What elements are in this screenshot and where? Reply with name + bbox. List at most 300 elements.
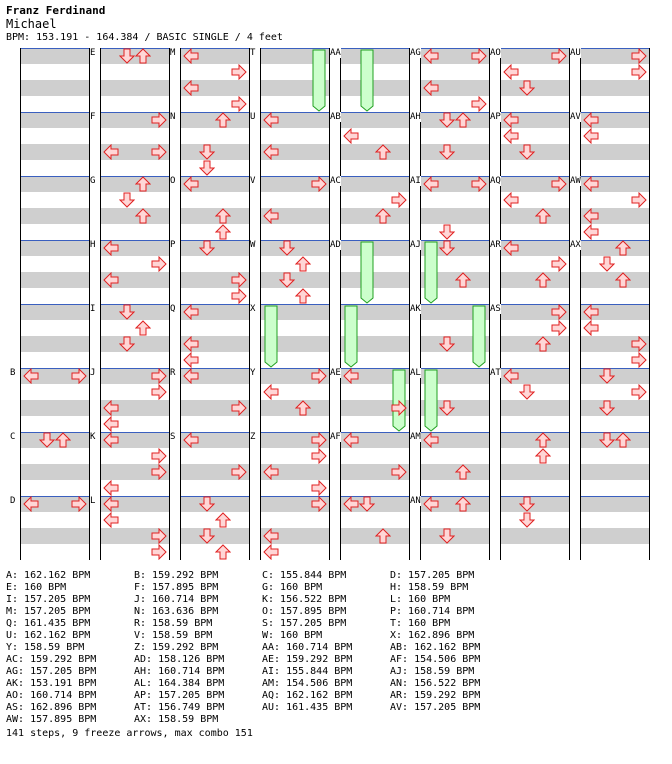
bpm-segment-label: AL <box>410 368 421 378</box>
freeze-arrow <box>311 48 327 112</box>
arrow-up-icon <box>375 144 391 160</box>
arrow-right-icon <box>231 400 247 416</box>
arrow-right-icon <box>551 320 567 336</box>
arrow-up-icon <box>615 272 631 288</box>
arrow-down-icon <box>439 224 455 240</box>
bpm-legend-entry: AM: 154.506 BPM <box>262 678 353 689</box>
arrow-down-icon <box>599 256 615 272</box>
arrow-down-icon <box>439 240 455 256</box>
bpm-segment-label: AJ <box>410 240 421 250</box>
bpm-segment-label: T <box>250 48 256 58</box>
bpm-legend-entry: AK: 153.191 BPM <box>6 678 97 689</box>
measure-line <box>101 304 169 305</box>
freeze-arrow <box>423 368 439 432</box>
beat-band <box>21 144 89 160</box>
bpm-legend-entry: R: 158.59 BPM <box>134 618 213 629</box>
beat-band <box>341 176 409 192</box>
bpm-segment-label: I <box>90 304 96 314</box>
beat-band <box>21 272 89 288</box>
bpm-segment-label: Y <box>250 368 256 378</box>
beat-band <box>21 464 89 480</box>
bpm-legend-entry: X: 162.896 BPM <box>390 630 475 641</box>
bpm-segment-label: AH <box>410 112 421 122</box>
bpm-legend-entry: Q: 161.435 BPM <box>6 618 91 629</box>
bpm-segment-label: AM <box>410 432 421 442</box>
measure-line <box>21 48 89 49</box>
beat-band <box>21 48 89 64</box>
arrow-down-icon <box>119 192 135 208</box>
arrow-left-icon <box>423 80 439 96</box>
freeze-arrow <box>359 48 375 112</box>
arrow-left-icon <box>103 144 119 160</box>
arrow-up-icon <box>215 544 231 560</box>
arrow-left-icon <box>583 320 599 336</box>
bpm-segment-label: AC <box>330 176 341 186</box>
measure <box>21 240 89 304</box>
measure <box>501 496 569 560</box>
arrow-down-icon <box>519 80 535 96</box>
bpm-legend-entry: E: 160 BPM <box>6 582 67 593</box>
beat-band <box>501 80 569 96</box>
arrow-right-icon <box>231 64 247 80</box>
arrow-right-icon <box>551 48 567 64</box>
arrow-down-icon <box>199 144 215 160</box>
arrow-left-icon <box>103 240 119 256</box>
arrow-right-icon <box>151 256 167 272</box>
arrow-left-icon <box>263 384 279 400</box>
beat-band <box>421 208 489 224</box>
freeze-arrow <box>263 304 279 368</box>
beat-band <box>181 496 249 512</box>
arrow-right-icon <box>231 288 247 304</box>
measure-line <box>21 176 89 177</box>
arrow-down-icon <box>599 432 615 448</box>
arrow-left-icon <box>583 304 599 320</box>
measure-line <box>21 304 89 305</box>
arrow-right-icon <box>231 96 247 112</box>
arrow-down-icon <box>519 384 535 400</box>
arrow-down-icon <box>119 304 135 320</box>
arrow-up-icon <box>375 528 391 544</box>
arrow-down-icon <box>439 144 455 160</box>
measure-line <box>21 240 89 241</box>
arrow-left-icon <box>583 176 599 192</box>
bpm-segment-label: X <box>250 304 256 314</box>
arrow-left-icon <box>23 368 39 384</box>
arrow-left-icon <box>103 432 119 448</box>
arrow-left-icon <box>343 496 359 512</box>
bpm-legend-entry: AO: 160.714 BPM <box>6 690 97 701</box>
bpm-legend-entry: AQ: 162.162 BPM <box>262 690 353 701</box>
arrow-right-icon <box>151 368 167 384</box>
bpm-legend-entry: F: 157.895 BPM <box>134 582 219 593</box>
arrow-right-icon <box>311 480 327 496</box>
arrow-right-icon <box>151 464 167 480</box>
measure <box>341 240 409 304</box>
arrow-up-icon <box>295 288 311 304</box>
arrow-right-icon <box>311 448 327 464</box>
beat-band <box>581 80 649 96</box>
arrow-up-icon <box>535 336 551 352</box>
arrow-left-icon <box>503 240 519 256</box>
measure-line <box>21 112 89 113</box>
beat-band <box>341 48 409 64</box>
arrow-right-icon <box>551 256 567 272</box>
bpm-legend-entry: AA: 160.714 BPM <box>262 642 353 653</box>
arrow-left-icon <box>103 272 119 288</box>
beat-band <box>581 144 649 160</box>
measure <box>21 48 89 112</box>
bpm-segment-label: AA <box>330 48 341 58</box>
arrow-down-icon <box>439 336 455 352</box>
chart-summary: 141 steps, 9 freeze arrows, max combo 151 <box>6 728 253 739</box>
arrow-left-icon <box>183 48 199 64</box>
bpm-legend-entry: T: 160 BPM <box>390 618 451 629</box>
arrow-down-icon <box>279 272 295 288</box>
arrow-right-icon <box>551 176 567 192</box>
arrow-up-icon <box>215 112 231 128</box>
beat-band <box>101 336 169 352</box>
measure <box>341 48 409 112</box>
freeze-arrow <box>343 304 359 368</box>
arrow-left-icon <box>343 432 359 448</box>
arrow-left-icon <box>503 112 519 128</box>
bpm-legend-entry: AC: 159.292 BPM <box>6 654 97 665</box>
arrow-right-icon <box>151 112 167 128</box>
bpm-segment-label: J <box>90 368 96 378</box>
measure <box>581 496 649 560</box>
measure-line <box>181 240 249 241</box>
bpm-legend-entry: L: 160 BPM <box>390 594 451 605</box>
bpm-legend-entry: AS: 162.896 BPM <box>6 702 97 713</box>
beat-band <box>21 528 89 544</box>
beat-band <box>341 272 409 288</box>
arrow-right-icon <box>391 400 407 416</box>
bpm-legend-entry: H: 158.59 BPM <box>390 582 469 593</box>
measure-line <box>341 176 409 177</box>
beat-band <box>101 80 169 96</box>
arrow-left-icon <box>583 128 599 144</box>
arrow-up-icon <box>615 240 631 256</box>
arrow-left-icon <box>103 480 119 496</box>
arrow-left-icon <box>503 64 519 80</box>
arrow-down-icon <box>519 512 535 528</box>
beat-band <box>581 464 649 480</box>
arrow-right-icon <box>631 336 647 352</box>
bpm-segment-label: AI <box>410 176 421 186</box>
beat-band <box>501 496 569 512</box>
arrow-up-icon <box>455 272 471 288</box>
arrow-left-icon <box>263 464 279 480</box>
bpm-legend-entry: B: 159.292 BPM <box>134 570 219 581</box>
bpm-segment-label: V <box>250 176 256 186</box>
bpm-segment-label: AT <box>490 368 501 378</box>
song-title: Michael <box>6 17 57 31</box>
bpm-legend-entry: AL: 164.384 BPM <box>134 678 225 689</box>
bpm-segment-label: C <box>10 432 16 442</box>
bpm-segment-label: F <box>90 112 96 122</box>
bpm-legend-entry: AG: 157.205 BPM <box>6 666 97 677</box>
chart-column <box>20 48 90 560</box>
measure <box>21 112 89 176</box>
beat-band <box>21 336 89 352</box>
bpm-legend-entry: D: 157.205 BPM <box>390 570 475 581</box>
arrow-right-icon <box>71 496 87 512</box>
arrow-right-icon <box>151 448 167 464</box>
bpm-legend-entry: AT: 156.749 BPM <box>134 702 225 713</box>
beat-band <box>501 528 569 544</box>
bpm-legend-entry: AI: 155.844 BPM <box>262 666 353 677</box>
arrow-up-icon <box>135 320 151 336</box>
bpm-segment-label: AV <box>570 112 581 122</box>
arrow-left-icon <box>423 176 439 192</box>
arrow-left-icon <box>183 304 199 320</box>
bpm-legend-entry: AV: 157.205 BPM <box>390 702 481 713</box>
beat-band <box>421 144 489 160</box>
bpm-segment-label: N <box>170 112 176 122</box>
arrow-left-icon <box>23 496 39 512</box>
arrow-right-icon <box>151 144 167 160</box>
bpm-segment-label: AE <box>330 368 341 378</box>
bpm-segment-label: AO <box>490 48 501 58</box>
arrow-right-icon <box>631 192 647 208</box>
arrow-right-icon <box>311 496 327 512</box>
arrow-up-icon <box>535 448 551 464</box>
bpm-segment-label: AN <box>410 496 421 506</box>
bpm-segment-label: K <box>90 432 96 442</box>
arrow-down-icon <box>199 528 215 544</box>
measure-line <box>581 368 649 369</box>
arrow-left-icon <box>183 432 199 448</box>
bpm-segment-label: AF <box>330 432 341 442</box>
arrow-right-icon <box>311 368 327 384</box>
bpm-legend-entry: AJ: 158.59 BPM <box>390 666 475 677</box>
beat-band <box>581 496 649 512</box>
freeze-arrow <box>471 304 487 368</box>
arrow-right-icon <box>231 464 247 480</box>
arrow-up-icon <box>375 208 391 224</box>
bpm-legend-entry: G: 160 BPM <box>262 582 323 593</box>
bpm-legend-entry: I: 157.205 BPM <box>6 594 91 605</box>
arrow-right-icon <box>151 528 167 544</box>
measure <box>21 176 89 240</box>
arrow-right-icon <box>471 48 487 64</box>
arrow-down-icon <box>599 400 615 416</box>
bpm-legend-entry: AE: 159.292 BPM <box>262 654 353 665</box>
bpm-legend-entry: AF: 154.506 BPM <box>390 654 481 665</box>
bpm-segment-label: AR <box>490 240 501 250</box>
beat-band <box>341 112 409 128</box>
arrow-left-icon <box>183 368 199 384</box>
arrow-right-icon <box>631 384 647 400</box>
arrow-right-icon <box>391 192 407 208</box>
beat-band <box>501 464 569 480</box>
bpm-segment-label: B <box>10 368 16 378</box>
arrow-up-icon <box>295 400 311 416</box>
arrow-down-icon <box>39 432 55 448</box>
arrow-down-icon <box>279 240 295 256</box>
arrow-down-icon <box>119 336 135 352</box>
arrow-left-icon <box>503 192 519 208</box>
beat-band <box>581 368 649 384</box>
bpm-legend-entry: O: 157.895 BPM <box>262 606 347 617</box>
beat-band <box>21 400 89 416</box>
arrow-left-icon <box>423 496 439 512</box>
measure-line <box>181 496 249 497</box>
arrow-up-icon <box>455 496 471 512</box>
bpm-legend-entry: K: 156.522 BPM <box>262 594 347 605</box>
measure-line <box>501 496 569 497</box>
bpm-segment-label: AB <box>330 112 341 122</box>
freeze-arrow <box>423 240 439 304</box>
beat-band <box>581 528 649 544</box>
bpm-legend-entry: S: 157.205 BPM <box>262 618 347 629</box>
bpm-legend-entry: W: 160 BPM <box>262 630 323 641</box>
arrow-right-icon <box>151 544 167 560</box>
arrow-left-icon <box>103 496 119 512</box>
arrow-left-icon <box>503 128 519 144</box>
beat-band <box>341 80 409 96</box>
arrow-left-icon <box>263 144 279 160</box>
arrow-up-icon <box>295 256 311 272</box>
freeze-arrow <box>359 240 375 304</box>
arrow-down-icon <box>119 48 135 64</box>
bpm-segment-label: Z <box>250 432 256 442</box>
bpm-segment-label: AK <box>410 304 421 314</box>
arrow-right-icon <box>151 384 167 400</box>
beat-band <box>101 304 169 320</box>
arrow-left-icon <box>343 128 359 144</box>
bpm-segment-label: AX <box>570 240 581 250</box>
bpm-legend-entry: Y: 158.59 BPM <box>6 642 85 653</box>
beat-band <box>21 208 89 224</box>
arrow-left-icon <box>263 112 279 128</box>
bpm-legend-entry: U: 162.162 BPM <box>6 630 91 641</box>
measure-line <box>341 240 409 241</box>
bpm-legend-entry: AR: 159.292 BPM <box>390 690 481 701</box>
measure-line <box>341 48 409 49</box>
arrow-left-icon <box>583 224 599 240</box>
measure <box>581 368 649 432</box>
beat-band <box>501 400 569 416</box>
measure-line <box>341 112 409 113</box>
arrow-left-icon <box>263 528 279 544</box>
beat-band <box>181 240 249 256</box>
beat-band <box>341 240 409 256</box>
bpm-legend-entry: AH: 160.714 BPM <box>134 666 225 677</box>
arrow-down-icon <box>199 496 215 512</box>
bpm-legend-entry: A: 162.162 BPM <box>6 570 91 581</box>
beat-band <box>21 112 89 128</box>
bpm-legend-entry: AN: 156.522 BPM <box>390 678 481 689</box>
bpm-segment-label: U <box>250 112 256 122</box>
measure <box>21 304 89 368</box>
arrow-up-icon <box>215 224 231 240</box>
arrow-right-icon <box>471 176 487 192</box>
arrow-down-icon <box>519 144 535 160</box>
arrow-left-icon <box>583 112 599 128</box>
arrow-left-icon <box>343 368 359 384</box>
arrow-left-icon <box>183 352 199 368</box>
arrow-up-icon <box>135 176 151 192</box>
bpm-legend-entry: AU: 161.435 BPM <box>262 702 353 713</box>
bpm-legend-entry: C: 155.844 BPM <box>262 570 347 581</box>
bpm-segment-label: R <box>170 368 176 378</box>
bpm-legend-entry: AD: 158.126 BPM <box>134 654 225 665</box>
arrow-up-icon <box>455 112 471 128</box>
bpm-legend-entry: AB: 162.162 BPM <box>390 642 481 653</box>
arrow-right-icon <box>71 368 87 384</box>
arrow-right-icon <box>311 176 327 192</box>
arrow-left-icon <box>263 544 279 560</box>
arrow-down-icon <box>199 240 215 256</box>
bpm-segment-label: S <box>170 432 176 442</box>
bpm-segment-label: AU <box>570 48 581 58</box>
arrow-right-icon <box>391 464 407 480</box>
bpm-legend-entry: Z: 159.292 BPM <box>134 642 219 653</box>
arrow-left-icon <box>183 336 199 352</box>
arrow-up-icon <box>215 208 231 224</box>
arrow-up-icon <box>215 512 231 528</box>
beat-band <box>21 304 89 320</box>
arrow-left-icon <box>583 208 599 224</box>
bpm-legend-entry: AP: 157.205 BPM <box>134 690 225 701</box>
arrow-right-icon <box>631 64 647 80</box>
arrow-left-icon <box>423 432 439 448</box>
arrow-right-icon <box>231 272 247 288</box>
bpm-legend-entry: AX: 158.59 BPM <box>134 714 219 725</box>
bpm-segment-label: E <box>90 48 96 58</box>
bpm-segment-label: W <box>250 240 256 250</box>
bpm-segment-label: G <box>90 176 96 186</box>
arrow-down-icon <box>599 368 615 384</box>
bpm-segment-label: M <box>170 48 176 58</box>
beat-band <box>21 80 89 96</box>
measure-line <box>581 496 649 497</box>
arrow-down-icon <box>359 496 375 512</box>
bpm-segment-label: L <box>90 496 96 506</box>
arrow-left-icon <box>423 48 439 64</box>
bpm-legend-entry: J: 160.714 BPM <box>134 594 219 605</box>
arrow-up-icon <box>615 432 631 448</box>
bpm-segment-label: AS <box>490 304 501 314</box>
arrow-up-icon <box>455 464 471 480</box>
beat-band <box>421 528 489 544</box>
bpm-segment-label: AG <box>410 48 421 58</box>
bpm-legend-entry: V: 158.59 BPM <box>134 630 213 641</box>
arrow-up-icon <box>135 48 151 64</box>
arrow-left-icon <box>263 208 279 224</box>
arrow-left-icon <box>183 176 199 192</box>
arrow-left-icon <box>183 80 199 96</box>
measure-line <box>261 240 329 241</box>
arrow-right-icon <box>471 96 487 112</box>
arrow-left-icon <box>503 368 519 384</box>
arrow-right-icon <box>631 48 647 64</box>
bpm-legend-entry: M: 157.205 BPM <box>6 606 91 617</box>
arrow-down-icon <box>439 400 455 416</box>
arrow-down-icon <box>439 528 455 544</box>
bpm-segment-label: AW <box>570 176 581 186</box>
bpm-segment-label: D <box>10 496 16 506</box>
arrow-up-icon <box>535 432 551 448</box>
beat-band <box>581 400 649 416</box>
arrow-down-icon <box>199 160 215 176</box>
arrow-right-icon <box>311 432 327 448</box>
beat-band <box>181 528 249 544</box>
beat-band <box>21 176 89 192</box>
bpm-segment-label: P <box>170 240 176 250</box>
